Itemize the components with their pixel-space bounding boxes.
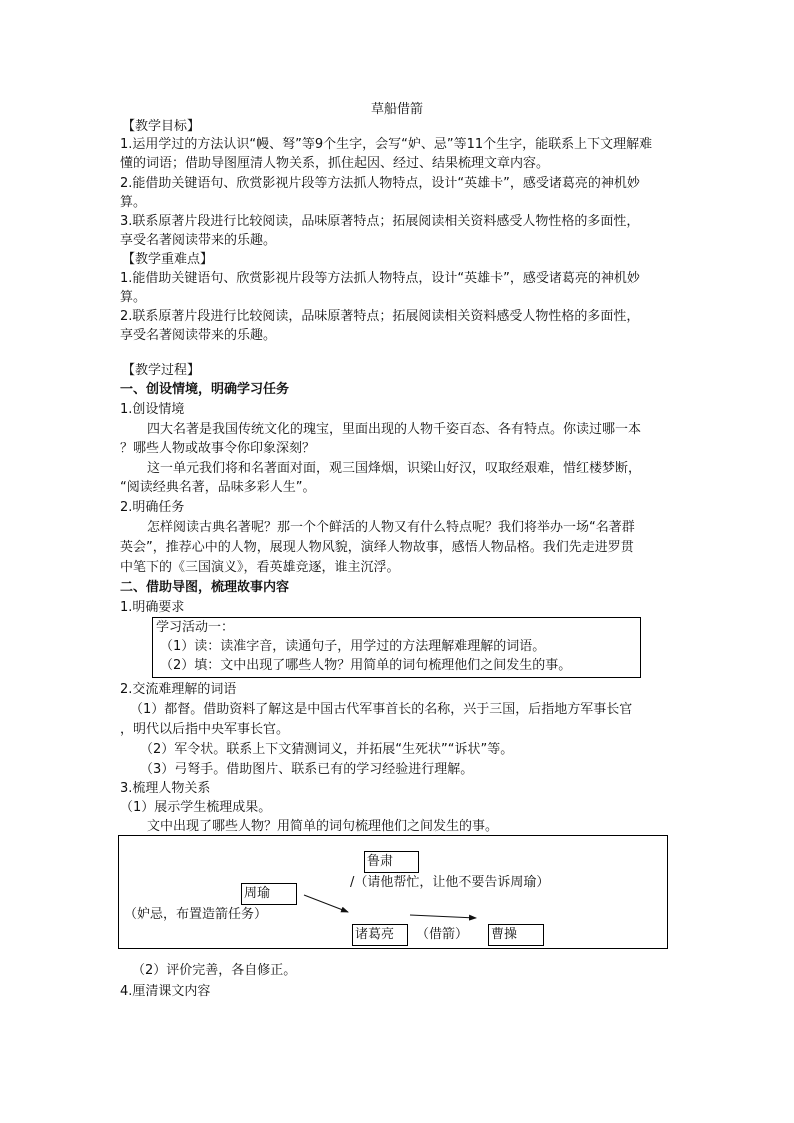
key-2-line-2: 享受名著阅读带来的乐趣。 — [120, 328, 277, 343]
section-1-title: 一、创设情境，明确学习任务 — [120, 382, 290, 397]
section-2-item-2: 2.交流难理解的词语 — [120, 682, 237, 697]
activity-item-2: （2）填：文中出现了哪些人物？用简单的词句梳理他们之间发生的事。 — [160, 658, 572, 673]
activity-item-1: （1）读：读准字音，读通句子，用学过的方法理解难理解的词语。 — [160, 639, 546, 654]
page-title: 草船借箭 — [370, 102, 423, 117]
section-1-para-3-line-3: 中笔下的《三国演义》，看英雄竞逐，谁主沉浮。 — [120, 560, 400, 575]
lusu-note: /（请他帮忙，让他不要告诉周瑜） — [350, 875, 550, 890]
section-1-item-2: 2.明确任务 — [120, 500, 185, 515]
goals-header: 【教学目标】 — [122, 119, 201, 134]
section-1-item-1: 1.创设情境 — [120, 402, 185, 417]
key-2-line-1: 2.联系原著片段进行比较阅读，品味原著特点；拓展阅读相关资料感受人物性格的多面性， — [120, 309, 640, 324]
section-2-item-3: 3.梳理人物关系 — [120, 781, 211, 796]
relation-step-1: （1）展示学生梳理成果。 — [120, 800, 272, 815]
goal-1-line-2: 懂的词语；借助导图厘清人物关系，抓住起因、经过、结果梳理文章内容。 — [120, 156, 550, 171]
section-1-para-1-line-2: ？哪些人物或故事令你印象深刻？ — [120, 441, 316, 456]
key-points-header: 【教学重难点】 — [122, 252, 214, 267]
goal-1-line-1: 1.运用学过的方法认识“幔、弩”等9个生字，会写“妒、忌”等11个生字，能联系上下文理解难 — [120, 137, 653, 152]
activity-title: 学习活动一： — [156, 620, 235, 635]
section-2-item-1: 1.明确要求 — [120, 600, 185, 615]
process-header: 【教学过程】 — [122, 363, 201, 378]
node-caocao: 曹操 — [488, 924, 544, 946]
arrow-zhouyu-to-zhuge — [304, 895, 348, 912]
zhouyu-note: （妒忌，布置造箭任务） — [124, 907, 268, 922]
goal-2-line-2: 算。 — [120, 195, 147, 210]
goal-2-line-1: 2.能借助关键语句、欣赏影视片段等方法抓人物特点，设计“英雄卡”，感受诸葛亮的神机妙 — [120, 176, 640, 191]
relation-question: 文中出现了哪些人物？用简单的词句梳理他们之间发生的事。 — [147, 819, 499, 834]
section-1-para-2-line-2: “阅读经典名著，品味多彩人生”。 — [120, 480, 316, 495]
word-1-line-1: （1）都督。借助资料了解这是中国古代军事首长的名称，兴于三国，后指地方军事长官 — [130, 702, 633, 717]
word-1-line-2: ，明代以后指中央军事长官。 — [120, 722, 290, 737]
node-lusu: 鲁肃 — [364, 851, 419, 873]
relation-step-2: （2）评价完善，各自修正。 — [132, 963, 297, 978]
borrow-label: （借箭） — [416, 927, 469, 942]
goal-3-line-1: 3.联系原著片段进行比较阅读，品味原著特点；拓展阅读相关资料感受人物性格的多面性， — [120, 214, 640, 229]
section-1-para-3-line-2: 英会”，推荐心中的人物，展现人物风貌，演绎人物故事，感悟人物品格。我们先走进罗贯 — [120, 540, 634, 555]
key-1-line-1: 1.能借助关键语句、欣赏影视片段等方法抓人物特点，设计“英雄卡”，感受诸葛亮的神机妙 — [120, 271, 640, 286]
key-1-line-2: 算。 — [120, 290, 147, 305]
section-2-item-4: 4.厘清课文内容 — [120, 984, 211, 999]
node-zhouyu: 周瑜 — [241, 883, 297, 905]
node-zhuge: 诸葛亮 — [352, 924, 408, 946]
section-2-title: 二、借助导图，梳理故事内容 — [120, 580, 290, 595]
section-1-para-1-line-1: 四大名著是我国传统文化的瑰宝，里面出现的人物千姿百态、各有特点。你读过哪一本 — [147, 422, 642, 437]
section-1-para-3-line-1: 怎样阅读古典名著呢？那一个个鲜活的人物又有什么特点呢？我们将举办一场“名著群 — [147, 520, 635, 535]
section-1-para-2-line-1: 这一单元我们将和名著面对面，观三国烽烟，识梁山好汉，叹取经艰难，惜红楼梦断， — [147, 461, 642, 476]
word-2: （2）军令状。联系上下文猜测词义，并拓展“生死状”“诉状”等。 — [140, 742, 514, 757]
arrow-zhuge-to-caocao — [410, 915, 476, 918]
word-3: （3）弓弩手。借助图片、联系已有的学习经验进行理解。 — [140, 762, 474, 777]
goal-3-line-2: 享受名著阅读带来的乐趣。 — [120, 233, 277, 248]
